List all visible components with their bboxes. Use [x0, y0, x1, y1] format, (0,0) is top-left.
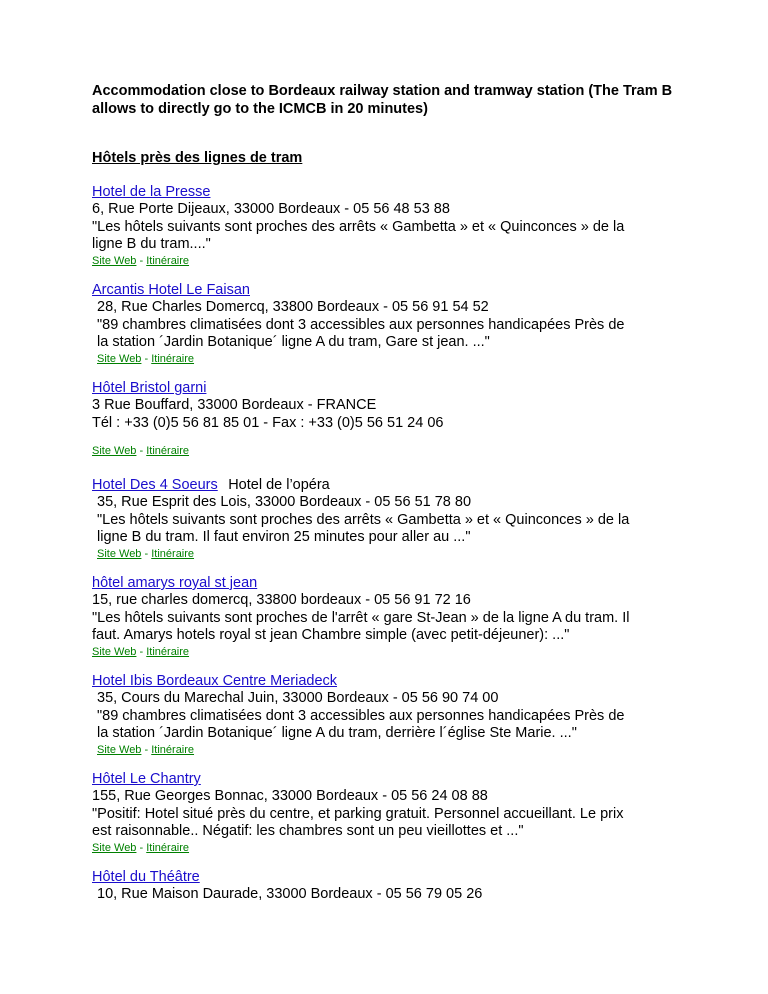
hotel-name-link[interactable]: Hôtel Bristol garni [92, 380, 207, 396]
hotel-name-link[interactable]: Hotel de la Presse [92, 184, 211, 200]
hotel-description: "Les hôtels suivants sont proches de l'arrêt « gare St-Jean » de la ligne A du tram. Il [92, 609, 630, 626]
link-separator: - [139, 841, 144, 854]
hotel-address: 155, Rue Georges Bonnac, 33000 Bordeaux - 05 56 24 08 88 [92, 788, 488, 804]
hotel-entry [92, 379, 692, 458]
site-web-link[interactable]: Site Web [92, 254, 137, 267]
hotel-description: ligne B du tram. Il faut environ 25 minutes pour aller au ..." [97, 529, 471, 545]
hotel-name-link[interactable]: Hotel Des 4 Soeurs [92, 477, 218, 493]
hotel-description: "Les hôtels suivants sont proches des arrêts « Gambetta » et « Quinconces » de la [97, 511, 630, 528]
hotel-entry [92, 574, 692, 659]
hotel-address: 6, Rue Porte Dijeaux, 33000 Bordeaux - 05 56 48 53 88 [92, 201, 450, 217]
intro-text: Accommodation close to Bordeaux railway station and tramway station (The Tram B allows to directly go to the ICMCB in 20 minutes) [92, 83, 673, 117]
hotel-address: 10, Rue Maison Daurade, 33000 Bordeaux - 05 56 79 05 26 [97, 886, 483, 902]
hotel-description: la station ´Jardin Botanique´ ligne A du tram, derrière l´église Ste Marie. ..." [97, 725, 577, 741]
hotel-links [92, 444, 692, 458]
hotel-description: "Les hôtels suivants sont proches des arrêts « Gambetta » et « Quinconces » de la [92, 218, 625, 235]
hotel-entry [92, 770, 692, 855]
hotel-address: 28, Rue Charles Domercq, 33800 Bordeaux - 05 56 91 54 52 [97, 299, 489, 315]
hotel-links [92, 645, 692, 659]
hotel-address: 3 Rue Bouffard, 33000 Bordeaux - FRANCE [92, 397, 377, 413]
hotel-name-link[interactable]: Hotel Ibis Bordeaux Centre Meriadeck [92, 673, 338, 689]
hotel-links [97, 743, 697, 757]
site-web-link[interactable]: Site Web [97, 547, 142, 560]
link-separator: - [139, 645, 144, 658]
itineraire-link[interactable]: Itinéraire [151, 547, 195, 560]
link-separator: - [139, 254, 144, 267]
hotel-address: 35, Rue Esprit des Lois, 33000 Bordeaux - 05 56 51 78 80 [97, 494, 472, 510]
site-web-link[interactable]: Site Web [92, 841, 137, 854]
link-separator: - [144, 743, 149, 756]
link-separator: - [139, 445, 144, 457]
site-web-link[interactable]: Site Web [97, 352, 142, 365]
itineraire-link[interactable]: Itinéraire [146, 445, 190, 457]
hotel-name-link[interactable]: Hôtel Le Chantry [92, 771, 201, 787]
hotel-alt-name: Hotel de l’opéra [228, 477, 330, 493]
hotel-description: "89 chambres climatisées dont 3 accessibles aux personnes handicapées Près de [97, 316, 625, 333]
hotel-description: "89 chambres climatisées dont 3 accessibles aux personnes handicapées Près de [97, 707, 625, 724]
hotel-entry [92, 868, 692, 904]
itineraire-link[interactable]: Itinéraire [151, 352, 195, 365]
hotel-entry [92, 281, 697, 366]
hotel-description: faut. Amarys hotels royal st jean Chambre simple (avec petit-déjeuner): ..." [92, 627, 570, 643]
hotel-entry [92, 672, 697, 757]
hotel-links [92, 841, 692, 855]
hotel-address: 15, rue charles domercq, 33800 bordeaux - 05 56 91 72 16 [92, 592, 471, 608]
hotel-links [97, 547, 697, 561]
hotel-links [92, 254, 692, 268]
itineraire-link[interactable]: Itinéraire [146, 254, 190, 267]
hotel-name-link[interactable]: Arcantis Hotel Le Faisan [92, 282, 250, 298]
hotel-description: est raisonnable.. Négatif: les chambres sont un peu vieillottes et ..." [92, 823, 524, 839]
link-separator: - [144, 352, 149, 365]
itineraire-link[interactable]: Itinéraire [146, 841, 190, 854]
site-web-link[interactable]: Site Web [97, 743, 142, 756]
hotel-name-link[interactable]: Hôtel du Théâtre [92, 869, 200, 885]
hotel-entry [92, 476, 697, 561]
hotel-links [97, 352, 697, 366]
itineraire-link[interactable]: Itinéraire [146, 645, 190, 658]
site-web-link[interactable]: Site Web [92, 645, 137, 658]
hotel-contact: Tél : +33 (0)5 56 81 85 01 - Fax : +33 (0)5 56 51 24 06 [92, 414, 444, 431]
hotel-name-link[interactable]: hôtel amarys royal st jean [92, 575, 258, 591]
hotel-description: ligne B du tram...." [92, 236, 211, 252]
hotel-address: 35, Cours du Marechal Juin, 33000 Bordeaux - 05 56 90 74 00 [97, 690, 499, 706]
section-title: Hôtels près des lignes de tram [92, 150, 303, 166]
hotel-description: "Positif: Hotel situé près du centre, et parking gratuit. Personnel accueillant. Le prix [92, 805, 624, 822]
site-web-link[interactable]: Site Web [92, 445, 137, 457]
hotel-description: la station ´Jardin Botanique´ ligne A du tram, Gare st jean. ..." [97, 334, 490, 350]
link-separator: - [144, 547, 149, 560]
hotel-entry [92, 183, 692, 268]
itineraire-link[interactable]: Itinéraire [151, 743, 195, 756]
